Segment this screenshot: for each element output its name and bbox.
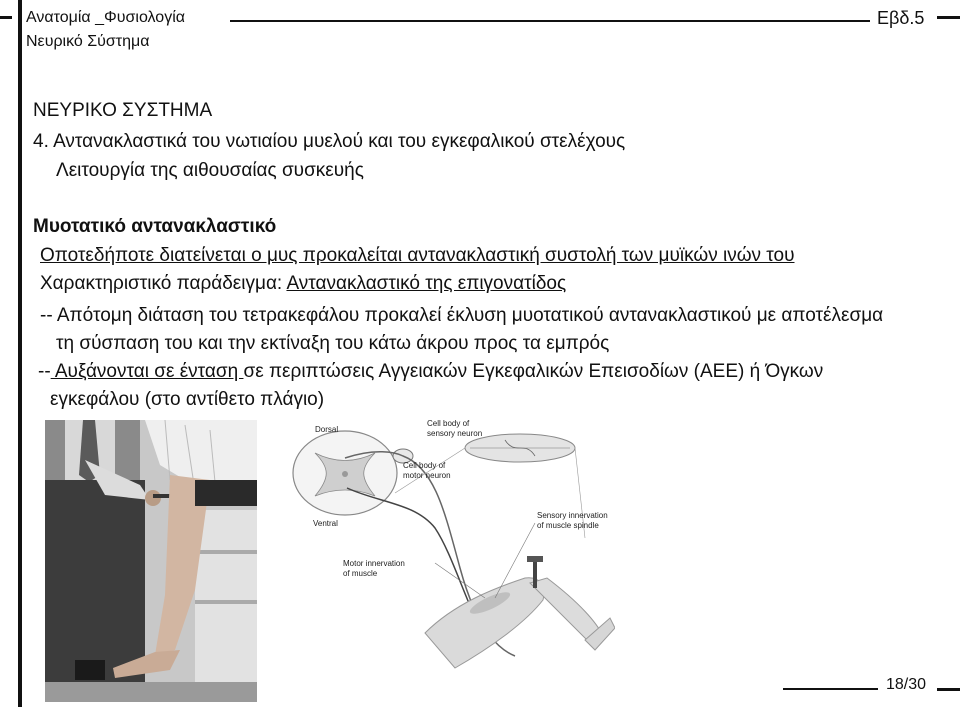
- label-sensory-innervation-1: Sensory innervation: [537, 511, 608, 520]
- top-left-dash: [0, 16, 12, 19]
- bottom-right-dash: [937, 688, 960, 691]
- footer-rule: [783, 688, 878, 690]
- subtitle-reflexes: 4. Αντανακλαστικά του νωτιαίου μυελού και του εγκεφαλικού στελέχους: [33, 131, 626, 152]
- reflex-arc-svg: [285, 418, 615, 688]
- page-title: ΝΕΥΡΙΚΟ ΣΥΣΤΗΜΑ: [33, 100, 213, 121]
- label-cb-motor-1: Cell body of: [403, 461, 446, 470]
- label-sensory-innervation-2: of muscle spindle: [537, 521, 599, 530]
- header-rule: [230, 20, 870, 22]
- left-vertical-rule: [18, 0, 22, 707]
- text-line-3: -- Απότομη διάταση του τετρακεφάλου προκαλεί έκλυση μυοτατικού αντανακλαστικού με αποτέλεσμα: [40, 305, 884, 326]
- text-line-5: [38, 361, 823, 383]
- section-heading: Μυοτατικό αντανακλαστικό: [33, 216, 277, 237]
- label-cb-motor-2: motor neuron: [403, 471, 451, 480]
- reflex-exam-illustration: [45, 420, 257, 702]
- label-dorsal: Dorsal: [315, 425, 339, 434]
- header-course: Ανατομία _Φυσιολογία: [26, 9, 185, 26]
- label-cb-sensory-2: sensory neuron: [427, 429, 483, 438]
- increase-phrase: Αυξάνονται σε ένταση: [50, 361, 244, 382]
- text-line-2: [40, 273, 566, 295]
- label-cb-sensory-1: Cell body of: [427, 419, 470, 428]
- reflex-exam-photo: [45, 420, 257, 702]
- spinal-cord-section: [293, 431, 397, 515]
- label-motor-innervation-2: of muscle: [343, 569, 378, 578]
- example-label: Χαρακτηριστικό παράδειγμα:: [40, 273, 287, 294]
- text-line-6: εγκεφάλου (στο αντίθετο πλάγιο): [50, 389, 325, 410]
- label-ventral: Ventral: [313, 519, 338, 528]
- subtitle-vestibular: Λειτουργία της αιθουσαίας συσκευής: [56, 160, 364, 181]
- top-right-dash: [937, 16, 960, 19]
- text-line-1: Οποτεδήποτε διατείνεται ο μυς προκαλείται αντανακλαστική συστολή των μυϊκών ινών του: [40, 245, 795, 266]
- page-number: 18/30: [886, 676, 927, 693]
- example-reflex: Αντανακλαστικό της επιγονατίδος: [286, 273, 567, 294]
- cases-phrase: σε περιπτώσεις Αγγειακών Εγκεφαλικών Επεισοδίων (ΑΕΕ) ή Όγκων: [243, 361, 824, 382]
- header-code: Εβδ.5: [877, 8, 925, 28]
- header-unit: Νευρικό Σύστημα: [26, 33, 150, 50]
- dash-prefix: --: [38, 361, 51, 382]
- reflex-arc-diagram: [285, 418, 615, 688]
- leg-illustration: [425, 556, 615, 668]
- text-line-4: τη σύσπαση του και την εκτίναξη του κάτω άκρου προς τα εμπρός: [56, 333, 610, 354]
- label-motor-innervation-1: Motor innervation: [343, 559, 405, 568]
